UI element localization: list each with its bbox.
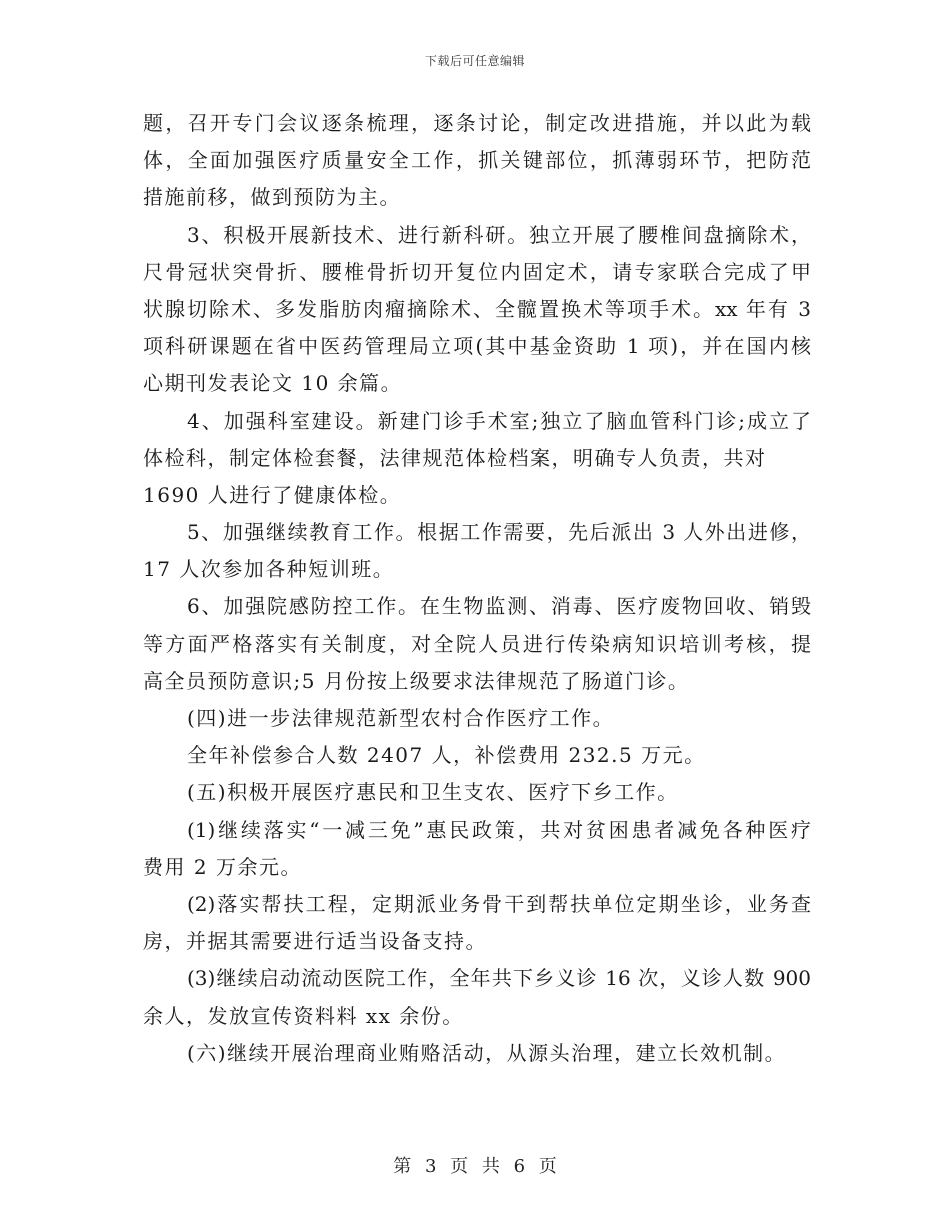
text-line: 尺骨冠状突骨折、腰椎骨折切开复位内固定术，请专家联合完成了甲 [143,259,811,284]
text-line: 费用 2 万余元。 [143,854,302,879]
text-line: 等方面严格落实有关制度，对全院人员进行传染病知识培训考核，提 [143,631,811,656]
text-line: 体，全面加强医疗质量安全工作，抓关键部位，抓薄弱环节，把防范 [143,148,811,173]
paragraph-start-line: 全年补偿参合人数 2407 人，补偿费用 232.5 万元。 [187,743,706,768]
text-line: 心期刊发表论文 10 余篇。 [143,371,403,396]
text-line: 体检科，制定体检套餐，法律规范体检档案，明确专人负责，共对 [143,445,767,470]
text-line: 房，并据其需要进行适当设备支持。 [143,929,487,954]
paragraph-start-line: 4、加强科室建设。新建门诊手术室;独立了脑血管科门诊;成立了 [187,408,811,433]
paragraph-start-line: (3)继续启动流动医院工作，全年共下乡义诊 16 次，义诊人数 900 [187,966,811,991]
paragraph-start-line: 3、积极开展新技术、进行新科研。独立开展了腰椎间盘摘除术， [187,222,811,247]
section-heading: (四)进一步法律规范新型农村合作医疗工作。 [187,706,615,730]
section-heading: (五)积极开展医疗惠民和卫生支农、医疗下乡工作。 [187,780,679,805]
text-line: 状腺切除术、多发脂肪肉瘤摘除术、全髋置换术等项手术。xx 年有 3 [143,296,811,321]
text-line: 题，召开专门会议逐条梳理，逐条讨论，制定改进措施，并以此为载 [143,111,811,135]
page-number: 第 3 页 共 6 页 [393,1156,557,1177]
text-line: 措施前移，做到预防为主。 [143,185,401,210]
text-line: 1690 人进行了健康体检。 [143,482,402,507]
page-header: 下载后可任意编辑 [424,54,525,68]
text-line: 高全员预防意识;5 月份按上级要求法律规范了肠道门诊。 [143,668,690,693]
paragraph-start-line: 6、加强院感防控工作。在生物监测、消毒、医疗废物回收、销毁 [187,594,811,619]
text-line: 项科研课题在省中医药管理局立项(其中基金资助 1 项)，并在国内核 [143,334,811,359]
section-heading: (六)继续开展治理商业贿赂活动，从源头治理，建立长效机制。 [187,1040,787,1065]
paragraph-start-line: (1)继续落实“一减三免”惠民政策，共对贫困患者减免各种医疗 [187,817,811,842]
paragraph-start-line: (2)落实帮扶工程，定期派业务骨干到帮扶单位定期坐诊，业务查 [187,891,811,916]
text-line: 17 人次参加各种短训班。 [143,557,395,582]
paragraph-start-line: 5、加强继续教育工作。根据工作需要，先后派出 3 人外出进修， [187,520,811,545]
text-line: 余人，发放宣传资料料 xx 余份。 [143,1003,464,1028]
document-body [143,105,811,1072]
